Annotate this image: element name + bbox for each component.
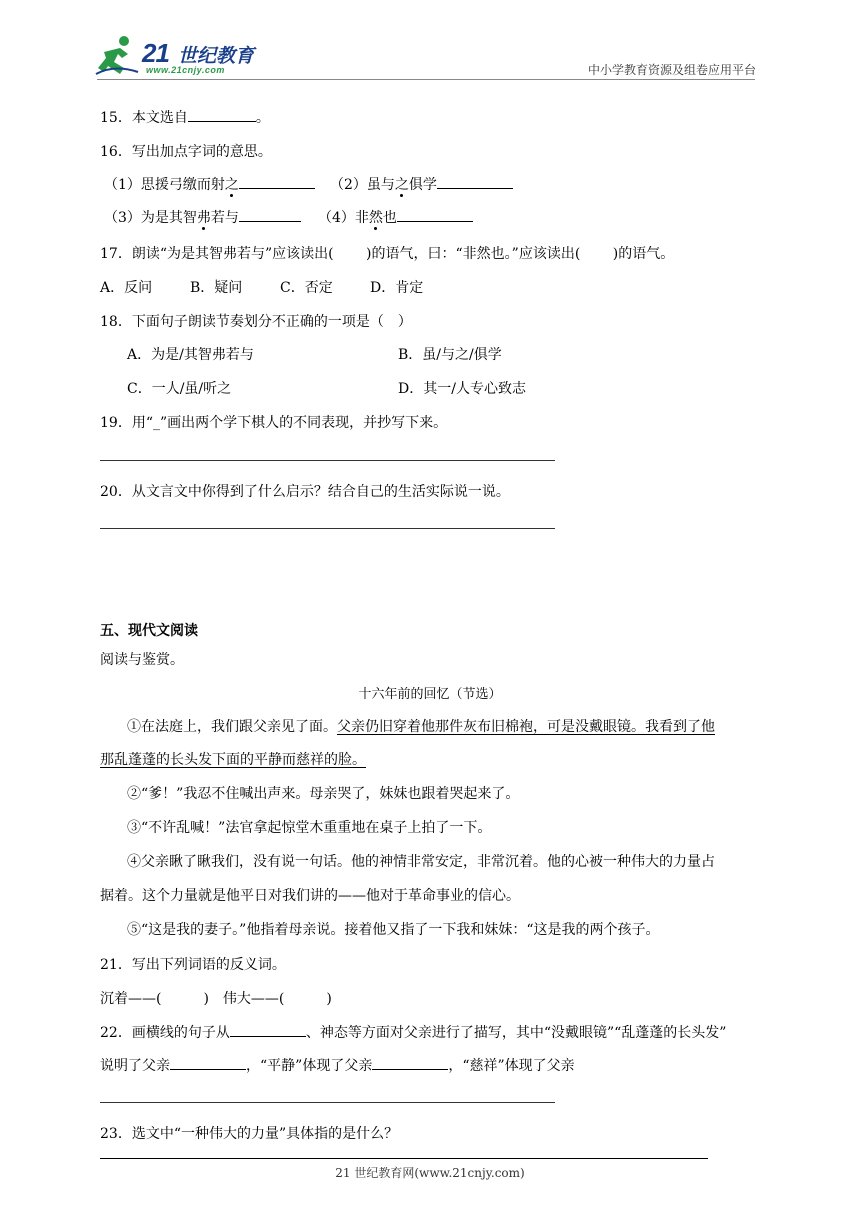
item-text: 俱学 — [408, 177, 437, 193]
answer-blank[interactable] — [170, 1055, 246, 1070]
question-21: 21．写出下列词语的反义词。 — [100, 957, 286, 973]
answer-blank[interactable] — [230, 1022, 306, 1037]
item-text: 非 — [354, 210, 369, 226]
option-b[interactable]: B．虽/与之/俱学 — [398, 347, 502, 363]
passage-paragraph-3: ③“不许乱喊！”法官拿起惊堂木重重地在桌子上拍了一下。 — [127, 820, 492, 836]
item-label: （4） — [318, 210, 355, 226]
question-18: 18．下面句子朗读节奏划分不正确的一项是（ ） — [100, 314, 412, 330]
logo-number: 21 — [142, 38, 169, 68]
item-label: （3） — [104, 210, 141, 226]
question-number: 15． — [100, 110, 132, 126]
passage-paragraph-1-cont — [100, 749, 366, 769]
underlined-sentence: 那乱蓬蓬的长头发下面的平静而慈祥的脸。 — [100, 752, 366, 768]
logo-url: www.21cnjy.com — [146, 65, 225, 75]
option-b[interactable]: B．疑问 — [190, 280, 243, 296]
runner-icon — [94, 34, 140, 78]
question-16-item-2 — [330, 174, 513, 194]
question-text: ，“慈祥”体现了父亲 — [448, 1058, 575, 1074]
answer-blank[interactable] — [239, 174, 315, 189]
item-text: 为是其智 — [140, 210, 197, 226]
passage-text: ①在法庭上，我们跟父亲见了面。 — [127, 719, 337, 735]
question-20: 20．从文言文中你得到了什么启示？结合自己的生活实际说一说。 — [100, 484, 510, 500]
answer-blank[interactable] — [397, 207, 473, 222]
question-text: ，“平静”体现了父亲 — [246, 1058, 373, 1074]
question-16: 16．写出加点字词的意思。 — [100, 144, 272, 160]
option-d[interactable]: D．其一/人专心致志 — [398, 381, 526, 397]
question-text: 22．画横线的句子从 — [100, 1025, 230, 1041]
dotted-char: 之 — [225, 174, 239, 194]
answer-blank[interactable] — [239, 207, 301, 222]
question-text: 本文选自 — [131, 110, 188, 126]
answer-line[interactable] — [100, 460, 555, 461]
question-21-answers[interactable]: 沉着——( ) 伟大——( ) — [100, 991, 332, 1007]
item-text: 若与 — [210, 210, 239, 226]
question-16-item-1 — [104, 174, 315, 194]
item-text: 虽与 — [366, 177, 395, 193]
dotted-char: 弗 — [197, 207, 211, 227]
answer-blank[interactable] — [372, 1055, 448, 1070]
question-22-cont — [100, 1055, 575, 1075]
question-text: 、神态等方面对父亲进行了描写，其中“没戴眼镜”“乱蓬蓬的长头发” — [305, 1025, 727, 1041]
passage-paragraph-2: ②“爹！”我忍不住喊出声来。母亲哭了，妹妹也跟着哭起来了。 — [127, 786, 520, 802]
header-platform-text: 中小学教育资源及组卷应用平台 — [587, 63, 756, 77]
item-label: （1） — [104, 177, 141, 193]
question-15 — [100, 107, 270, 127]
option-c[interactable]: C．否定 — [280, 280, 333, 296]
dotted-char: 然 — [369, 207, 383, 227]
question-text-end: 。 — [255, 110, 270, 126]
passage-title: 十六年前的回忆（节选） — [358, 687, 502, 702]
answer-blank[interactable] — [437, 174, 513, 189]
question-text: 说明了父亲 — [100, 1058, 170, 1074]
item-label: （2） — [330, 177, 367, 193]
answer-line[interactable] — [100, 528, 555, 529]
question-16-item-4 — [318, 207, 473, 227]
question-17: 17．朗读“为是其智弗若与”应该读出( )的语气，曰：“非然也。”应该读出( )的语气。 — [100, 246, 675, 262]
answer-blank[interactable] — [188, 107, 256, 122]
question-19: 19．用“_”画出两个学下棋人的不同表现，并抄写下来。 — [100, 415, 448, 431]
item-text: 思援弓缴而射 — [140, 177, 225, 193]
passage-paragraph-4: ④父亲瞅了瞅我们，没有说一句话。他的神情非常安定，非常沉着。他的心被一种伟大的力量占 — [127, 854, 715, 870]
section-title: 五、现代文阅读 — [100, 623, 198, 639]
footer-divider — [100, 1158, 708, 1159]
answer-line[interactable] — [100, 1102, 555, 1103]
footer-text[interactable]: 21 世纪教育网(www.21cnjy.com) — [335, 1166, 525, 1180]
item-text: 也 — [382, 210, 397, 226]
question-16-item-3 — [104, 207, 301, 227]
site-logo — [94, 34, 264, 78]
question-22 — [100, 1022, 726, 1042]
option-a[interactable]: A．为是/其智弗若与 — [127, 347, 254, 363]
dotted-char: 之 — [395, 174, 409, 194]
passage-paragraph-4-cont: 据着。这个力量就是他平日对我们讲的——他对于革命事业的信心。 — [100, 888, 520, 904]
question-23: 23．选文中“一种伟大的力量”具体指的是什么？ — [100, 1126, 399, 1142]
option-c[interactable]: C．一人/虽/听之 — [127, 381, 232, 397]
header-divider — [97, 79, 755, 80]
section-instruction: 阅读与鉴赏。 — [100, 652, 184, 668]
passage-paragraph-5: ⑤“这是我的妻子。”他指着母亲说。接着他又指了一下我和妹妹：“这是我的两个孩子。 — [127, 922, 660, 938]
option-a[interactable]: A．反问 — [100, 280, 153, 296]
passage-paragraph-1 — [127, 716, 715, 736]
option-d[interactable]: D．肯定 — [370, 280, 424, 296]
underlined-sentence: 父亲仍旧穿着他那件灰布旧棉袍，可是没戴眼镜。我看到了他 — [337, 719, 715, 735]
logo-text: 世纪教育 — [178, 45, 255, 67]
